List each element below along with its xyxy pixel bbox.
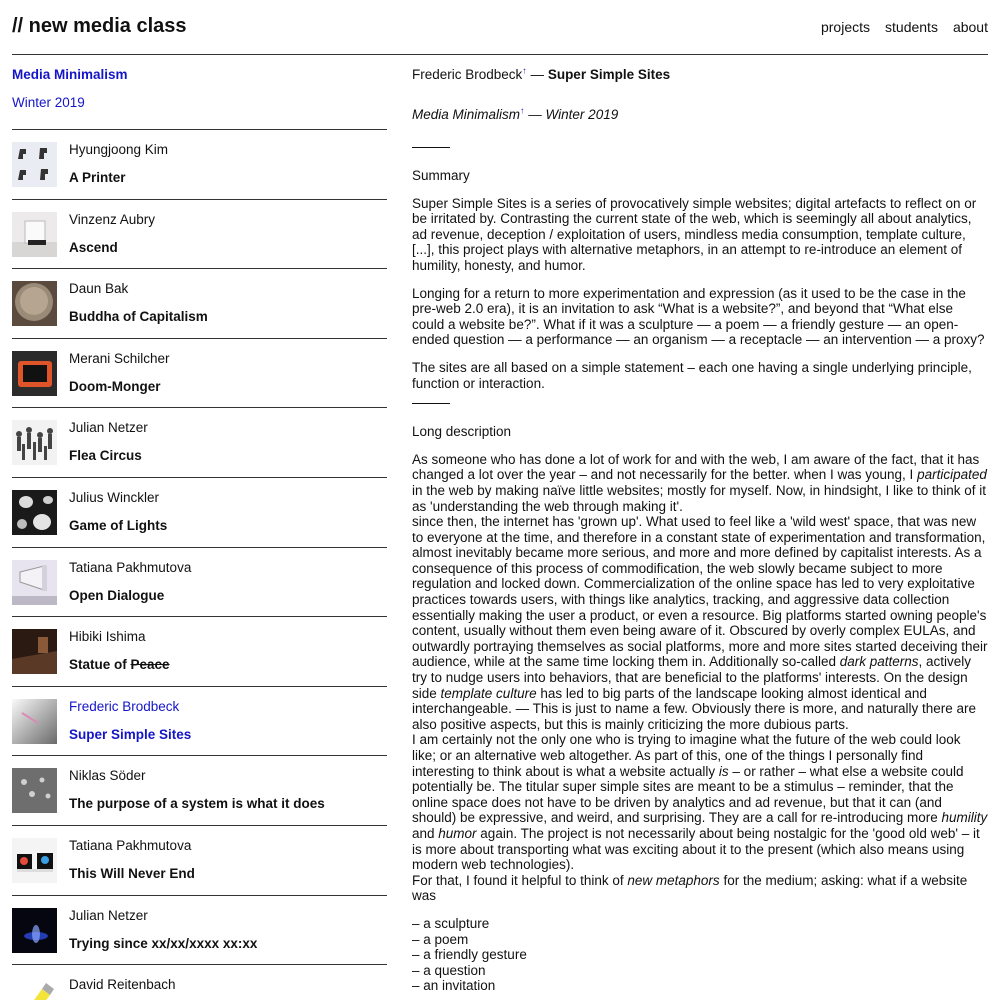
student-name: Julian Netzer (69, 907, 148, 923)
project-list (12, 129, 387, 1000)
list-item: – a sculpture (412, 916, 988, 932)
divider (412, 147, 450, 148)
term-link[interactable]: Winter 2019 (12, 95, 85, 110)
list-item: – a question (412, 963, 988, 979)
student-name: Tatiana Pakhmutova (69, 837, 192, 853)
project-list-item[interactable] (12, 617, 387, 687)
struck-title-text: Peace (130, 657, 170, 673)
project-thumbnail (12, 908, 57, 953)
project-title: This Will Never End (69, 865, 195, 881)
project-thumbnail (12, 977, 57, 1000)
project-thumbnail (12, 212, 57, 257)
project-list-item[interactable] (12, 269, 387, 339)
arrow-up-icon: ↑ (520, 105, 525, 116)
project-title (69, 657, 170, 673)
project-title: A Printer (69, 170, 126, 185)
project-thumbnail (12, 560, 57, 605)
project-title: Open Dialogue (69, 587, 165, 603)
long-paragraph: I am certainly not the only one who is trying to imagine what the future of the web could look like; or an alternative web altogether. As part of this, one of the things I personally find interesting to think about is what a website actually is – or rather – what else a website could potentially be. The titular super simple sites are meant to be a stimulus – reminder, that the online space does not have to be driven by analytics and ad revenue, but that it can (and should) be expressive, and weird, and surprising. They are a call for re-introducing more humility and humor again. The project is not necessarily about being nostalgic for the 'good old web' – it is more about transporting what was exciting about it to the present (which also means using modern web technologies). (412, 732, 988, 873)
title-text: Statue of (69, 657, 131, 673)
student-name: Hibiki Ishima (69, 629, 146, 645)
list-item: – a friendly gesture (412, 947, 988, 963)
long-description (412, 452, 988, 994)
sidebar (12, 55, 387, 1000)
class-meta (412, 107, 988, 135)
project-title: Game of Lights (69, 517, 168, 533)
project-list-item[interactable] (12, 548, 387, 618)
author-link[interactable]: Frederic Brodbeck (412, 67, 523, 82)
student-name: Niklas Söder (69, 768, 146, 784)
student-name: Daun Bak (69, 281, 129, 297)
project-thumbnail (12, 281, 57, 326)
student-name: Julius Winckler (69, 489, 160, 505)
project-list-item[interactable] (12, 130, 387, 200)
project-title: Buddha of Capitalism (69, 309, 208, 325)
project-detail (412, 67, 988, 994)
project-thumbnail (12, 838, 57, 883)
project-list-item[interactable] (12, 478, 387, 548)
site-header (12, 0, 988, 55)
summary-heading: Summary (412, 168, 470, 183)
nav-about[interactable]: about (952, 19, 988, 35)
separator: — (526, 67, 548, 82)
list-item: – an invitation (412, 978, 988, 994)
student-name: Julian Netzer (69, 420, 148, 436)
summary-paragraph: Super Simple Sites is a series of provocatively simple websites; digital artefacts to reflect on or be irritated by. Contrasting the current state of the web, which is seemingly all about analytics, ad revenue, deception / exploitation of users, mindless media consumption, template culture, [...], this project plays with alternative metaphors, in an attempt to re-introduce an element of humility, honesty, and humor. (412, 195, 977, 273)
class-title-link[interactable]: Media Minimalism (12, 67, 128, 82)
student-name: Frederic Brodbeck (69, 698, 180, 714)
project-list-item[interactable] (12, 826, 387, 896)
nav-students[interactable]: students (885, 19, 938, 35)
student-name: Hyungjoong Kim (69, 142, 169, 157)
project-thumbnail (12, 699, 57, 744)
summary-paragraph: Longing for a return to more experimentation and expression (as it used to be the case in the pre-web 2.0 era), it is an invitation to ask “What is a website?”, and beyond that “What else could a website be?”. What if it was a sculpture — a poem — a friendly gesture — an open-ended question — a performance — an organism — a receptacle — an intervention — a proxy? (412, 285, 985, 348)
project-title: Trying since xx/xx/xxxx xx:xx (69, 935, 258, 951)
student-name: Tatiana Pakhmutova (69, 559, 192, 575)
project-thumbnail (12, 768, 57, 813)
project-title: Super Simple Sites (69, 726, 192, 742)
project-thumbnail (12, 142, 57, 187)
student-name: Merani Schilcher (69, 350, 170, 366)
project-list-item[interactable] (12, 965, 387, 1000)
project-list-item[interactable] (12, 756, 387, 826)
project-meta (412, 67, 988, 95)
arrow-up-icon: ↑ (522, 65, 527, 76)
project-title: Super Simple Sites (547, 67, 671, 82)
site-logo[interactable]: // new media class (12, 15, 187, 37)
main-nav (821, 19, 988, 35)
project-title: Ascend (69, 239, 118, 255)
project-thumbnail (12, 490, 57, 535)
long-paragraph: since then, the internet has 'grown up'. What used to feel like a 'wild west' space, that was new to everyone at the time, and therefore in a constant state of experimentation and transformation, almost inevitably became more serious, and more and more defined by capitalist interests. As a consequence of this process of commodification, the web slowly became subject to more regulation and locked down. Commercialization of the online space has led to very exploitative practices towards users, with things like analytics, tracking, and aggressive data collection essentially making the user a product, or even a resource. Big platforms started owning people's content, usually without them even being aware of it. Obscured by overly complex EULAs, and outwardly portraying themselves as social platforms, more and more sites started deceiving their audience, while at the same time locking them in. Additionally so-called dark patterns, actively try to nudge users into behaviors, that are beneficial to the platforms' interests. On the design side template culture has led to big parts of the landscape looking almost identical and interchangeable. — This is just to name a few. Obviously there is more, and naturally there are also positive aspects, but this is mainly criticizing the more dubious parts. (412, 514, 988, 732)
long-paragraph: As someone who has done a lot of work for and with the web, I am aware of the fact, that it has changed a lot over the year – and not necessarily for the better. when I was young, I participated in the web by making naïve little websites; mostly for myself. Now, in hindsight, I like to think of it as 'understanding the web through making it'. (412, 451, 987, 514)
project-list-item[interactable] (12, 896, 387, 966)
summary-paragraph: The sites are all based on a simple statement – each one having a single underlying principle, function or interaction. (412, 359, 972, 391)
list-item: – a poem (412, 932, 988, 948)
project-title: Flea Circus (69, 448, 142, 464)
metaphor-list (412, 916, 988, 994)
project-list-item[interactable] (12, 200, 387, 270)
long-paragraph: For that, I found it helpful to think of new metaphors for the medium; asking: what if a website was (412, 872, 968, 904)
student-name: Vinzenz Aubry (69, 211, 156, 227)
project-thumbnail (12, 420, 57, 465)
project-title: Doom-Monger (69, 378, 161, 394)
project-thumbnail (12, 629, 57, 674)
long-description-heading: Long description (412, 424, 512, 440)
student-name: David Reitenbach (69, 977, 176, 993)
project-title: The purpose of a system is what it does (69, 796, 325, 812)
divider (412, 403, 450, 404)
term: Winter 2019 (545, 107, 619, 122)
separator: — (524, 107, 546, 122)
class-link[interactable]: Media Minimalism (412, 107, 521, 122)
project-list-item[interactable] (12, 687, 387, 757)
project-thumbnail (12, 351, 57, 396)
project-list-item[interactable] (12, 408, 387, 478)
nav-projects[interactable]: projects (820, 19, 871, 35)
project-list-item[interactable] (12, 339, 387, 409)
